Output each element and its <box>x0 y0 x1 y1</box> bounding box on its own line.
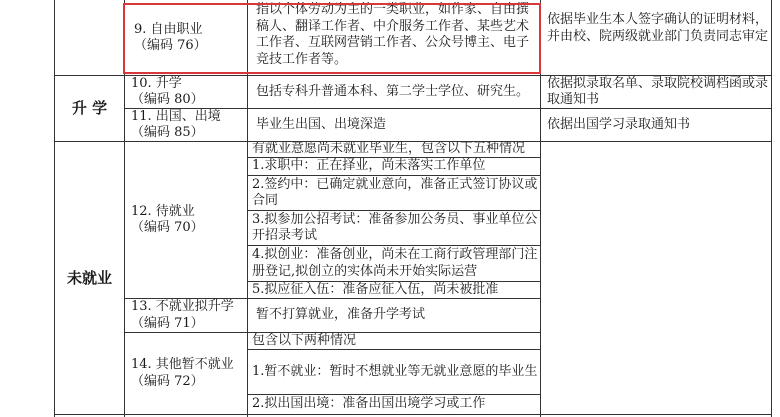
row-14-case-2: 2.拟出国出境：准备出国出境学习或工作 <box>252 396 486 412</box>
row-14-case-1: 1.暂不就业：暂时不想就业等无就业意愿的毕业生 <box>252 363 538 379</box>
row-9-proof: 依据毕业生本人签字确认的证明材料，并由校、院两级就业部门负责同志审定 <box>547 12 769 44</box>
row-10-item: 10. 升学 （编码 80） <box>131 76 204 107</box>
row-11-description: 毕业生出国、出境深造 <box>256 116 387 132</box>
row-10-proof: 依据拟录取名单、录取院校调档函或录取通知书 <box>547 76 769 107</box>
row-12-case-2: 2.签约中：已确定就业意向，准备正式签订协议或合同 <box>252 176 538 208</box>
row-13-description: 暂不打算就业，准备升学考试 <box>256 307 426 323</box>
row-12-case-1: 1.求职中：正在择业，尚未落实工作单位 <box>252 158 486 174</box>
row-12-intro: 有就业意愿尚未就业毕业生，包含以下五种情况 <box>252 142 526 157</box>
category-further-study: 升 学 <box>71 99 108 118</box>
row-13-item: 13. 不就业拟升学 （编码 71） <box>131 299 234 331</box>
row-14-intro: 包含以下两种情况 <box>252 333 357 348</box>
row-12-case-3: 3.拟参加公招考试：准备参加公务员、事业单位公开招录考试 <box>252 211 538 243</box>
row-12-item: 12. 待就业 （编码 70） <box>131 203 204 235</box>
table-border-right <box>771 0 772 417</box>
row-9-description: 指以个体劳动为主的一类职业，如作家、自由撰稿人、翻译工作者、中介服务工作者、某些艺术工作者、互联网营销工作者、公众号博主、电子竞技工作者等。 <box>256 2 530 67</box>
row-11-proof: 依据出国学习录取通知书 <box>547 116 691 132</box>
category-unemployed: 未就业 <box>66 268 112 287</box>
row-10-description: 包括专科升普通本科、第二学士学位、研究生。 <box>256 83 530 99</box>
row-12-case-4: 4.拟创业：准备创业，尚未在工商行政管理部门注册登记,拟创立的实体尚未开始实际运营 <box>252 247 538 279</box>
column-divider <box>540 141 541 417</box>
highlight-box <box>123 3 541 74</box>
row-14-item: 14. 其他暂不就业 （编码 72） <box>131 357 234 389</box>
row-11-item: 11. 出国、出境 （编码 85） <box>131 109 221 140</box>
row-12-case-5: 5.拟应征入伍：准备应征入伍，尚未被批准 <box>252 282 499 297</box>
row-9-item: 9. 自由职业 （编码 76） <box>134 21 207 53</box>
row-divider <box>54 414 772 415</box>
